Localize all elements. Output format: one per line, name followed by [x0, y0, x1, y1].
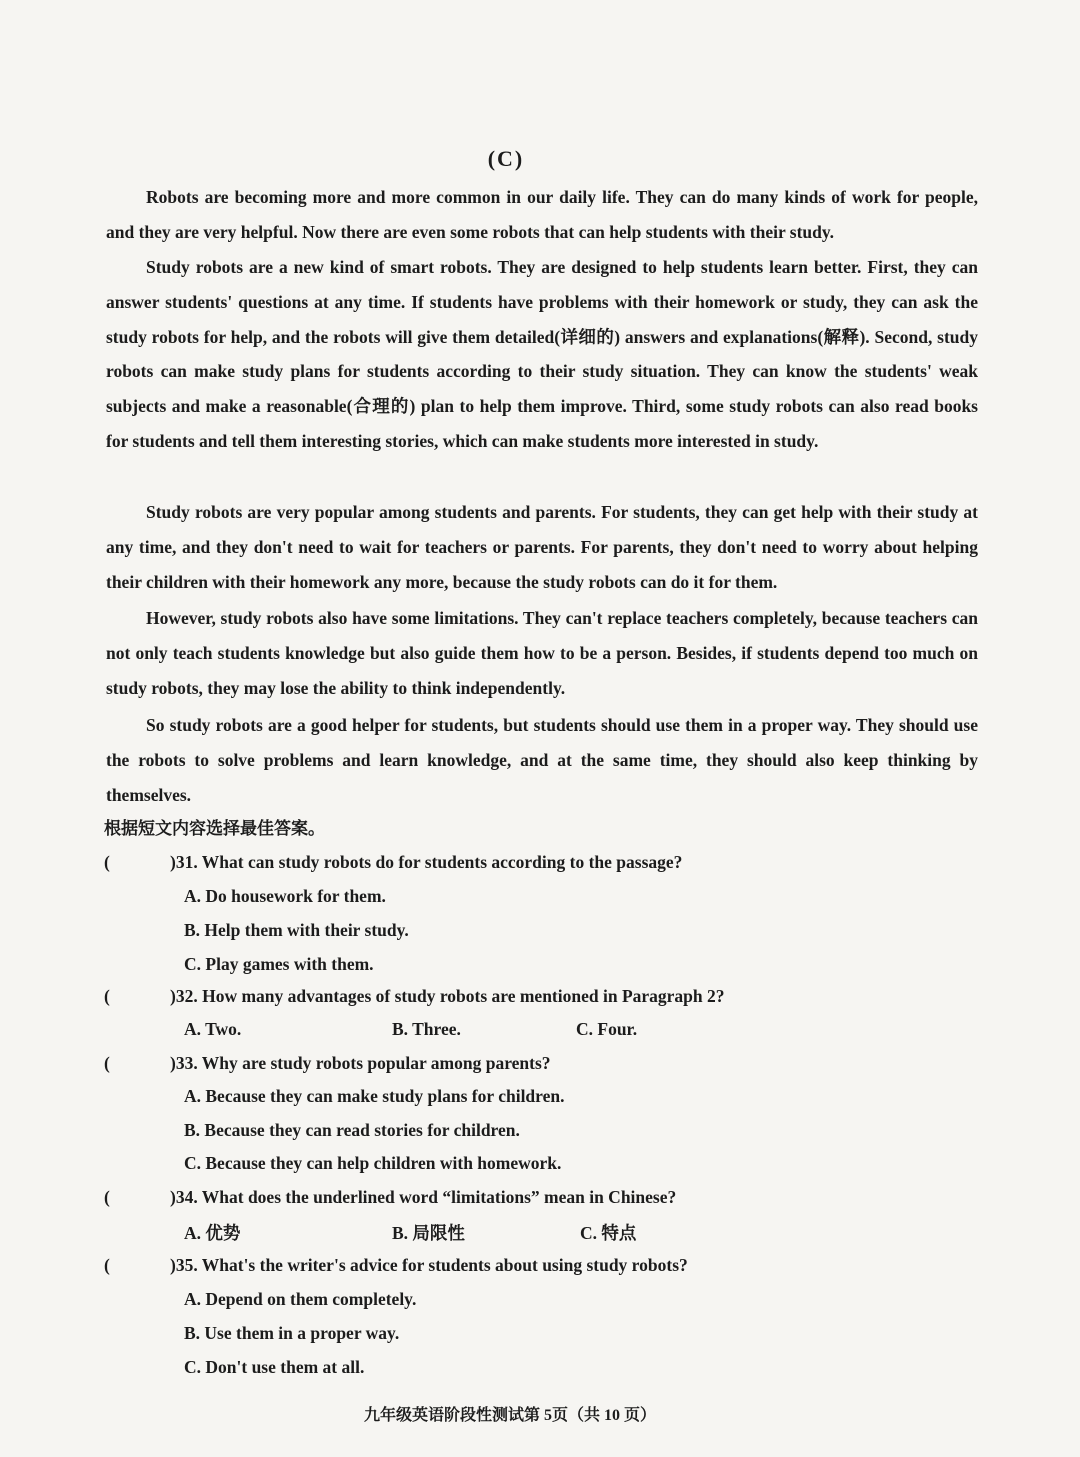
question-31: ( )31. What can study robots do for students according to the passage?: [104, 852, 683, 872]
q33-option-a: A. Because they can make study plans for children.: [184, 1086, 565, 1106]
q31-option-c: C. Play games with them.: [184, 954, 374, 974]
q34-option-c: C. 特点: [580, 1223, 637, 1243]
q32-option-a: A. Two.: [184, 1019, 242, 1039]
q34-option-a: A. 优势: [184, 1223, 241, 1243]
question-34: ( )34. What does the underlined word “limitations” mean in Chinese?: [104, 1187, 677, 1207]
paragraph-2: Study robots are a new kind of smart robots. They are designed to help students learn better. First, they can answer students' questions at any time. If students have problems with their homework or study, they can ask the study robots for help, and the robots will give them detailed(详细的) answers and explanations(解释). Second, study robots can make study plans for students according to their study situation. They can know the students' weak subjects and make a reasonable(合理的) plan to help them improve. Third, some study robots can also read books for students and tell them interesting stories, which can make students more interested in study.: [106, 257, 978, 451]
question-32: ( )32. How many advantages of study robots are mentioned in Paragraph 2?: [104, 986, 725, 1006]
page-footer: 九年级英语阶段性测试第 5页（共 10 页）: [363, 1407, 656, 1424]
q31-option-a: A. Do housework for them.: [184, 886, 386, 906]
answer-blank[interactable]: (: [104, 1255, 110, 1275]
q35-option-c: C. Don't use them at all.: [184, 1357, 365, 1377]
section-title: (C): [487, 146, 525, 171]
q34-option-b: B. 局限性: [392, 1223, 465, 1243]
q32-option-c: C. Four.: [576, 1019, 638, 1039]
paragraph-5: So study robots are a good helper for students, but students should use them in a proper way. They should use the robots to solve problems and learn knowledge, and at the same time, they should also keep thinking by themselves.: [106, 715, 978, 805]
paragraph-3: Study robots are very popular among students and parents. For students, they can get help with their study at any time, and they don't need to wait for teachers or parents. For parents, they don't need to worry about helping their children with their homework any more, because the study robots can do it for them.: [106, 502, 978, 592]
answer-blank[interactable]: (: [104, 1053, 110, 1073]
q31-option-b: B. Help them with their study.: [184, 920, 409, 940]
instruction: 根据短文内容选择最佳答案。: [104, 819, 325, 838]
q32-option-b: B. Three.: [392, 1019, 461, 1039]
answer-blank[interactable]: (: [104, 852, 110, 872]
q35-option-b: B. Use them in a proper way.: [184, 1323, 400, 1343]
question-33: ( )33. Why are study robots popular among parents?: [104, 1053, 551, 1073]
q35-option-a: A. Depend on them completely.: [184, 1289, 417, 1309]
answer-blank[interactable]: (: [104, 986, 110, 1006]
q33-option-b: B. Because they can read stories for children.: [184, 1120, 520, 1140]
q33-option-c: C. Because they can help children with homework.: [184, 1153, 562, 1173]
answer-blank[interactable]: (: [104, 1187, 110, 1207]
question-35: ( )35. What's the writer's advice for students about using study robots?: [104, 1255, 688, 1275]
paragraph-1: Robots are becoming more and more common in our daily life. They can do many kinds of work for people, and they are very helpful. Now there are even some robots that can help students with their study.: [106, 187, 978, 242]
paragraph-4: However, study robots also have some limitations. They can't replace teachers completely, because teachers can not only teach students knowledge but also guide them how to be a person. Besides, if students depend too much on study robots, they may lose the ability to think independently.: [106, 608, 978, 698]
